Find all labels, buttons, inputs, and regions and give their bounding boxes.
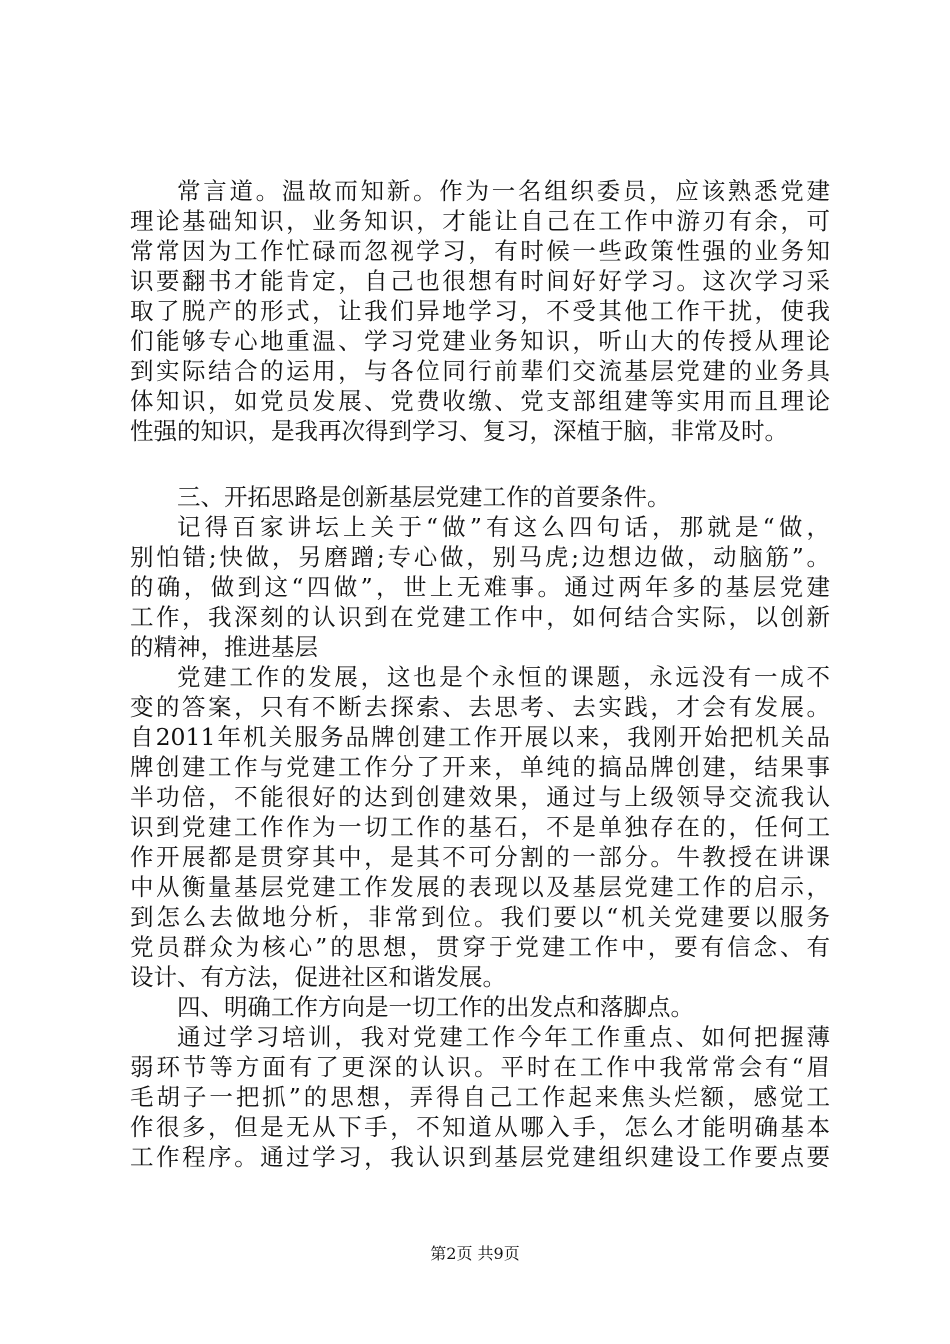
text-line: 党员群众为核心”的思想，贯穿于党建工作中，要有信念、有 xyxy=(130,933,830,961)
page-number-footer: 第2页 共9页 xyxy=(430,1244,520,1263)
text-line: 毛胡子一把抓”的思想，弄得自己工作起来焦头烂额，感觉工 xyxy=(130,1083,830,1111)
heading-text: 四、明确工作方向是一切工作的出发点和落脚点。 xyxy=(177,993,694,1021)
text-line: 半功倍，不能很好的达到创建效果，通过与上级领导交流我认 xyxy=(130,783,830,811)
paragraph-party-building-development xyxy=(130,662,830,992)
text-line: 到怎么去做地分析，非常到位。我们要以“机关党建要以服务 xyxy=(130,903,830,931)
text-line: 自2011年机关服务品牌创建工作开展以来，我刚开始把机关品 xyxy=(130,723,830,751)
text-line: 的确，做到这“四做”，世上无难事。通过两年多的基层党建 xyxy=(130,573,830,601)
text-line: 体知识，如党员发展、党费收缴、党支部组建等实用而且理论 xyxy=(130,387,830,415)
section-heading-four xyxy=(130,992,830,1022)
heading-text: 三、开拓思路是创新基层党建工作的首要条件。 xyxy=(177,483,671,511)
text-line: 通过学习培训，我对党建工作今年工作重点、如何把握薄 xyxy=(177,1023,830,1051)
paragraph-four-do xyxy=(130,512,830,662)
section-heading-three xyxy=(130,482,830,512)
text-line: 取了脱产的形式，让我们异地学习，不受其他工作干扰，使我 xyxy=(130,297,830,325)
text-line: 工作程序。通过学习，我认识到基层党建组织建设工作要点要 xyxy=(130,1143,830,1171)
text-line: 常常因为工作忙碌而忽视学习，有时候一些政策性强的业务知 xyxy=(130,237,830,265)
text-line: 的精神，推进基层 xyxy=(130,633,318,661)
text-line: 常言道。温故而知新。作为一名组织委员，应该熟悉党建 xyxy=(177,177,830,205)
text-line: 党建工作的发展，这也是个永恒的课题，永远没有一成不 xyxy=(177,663,830,691)
text-line: 识要翻书才能肯定，自己也很想有时间好好学习。这次学习采 xyxy=(130,267,830,295)
text-line: 作很多，但是无从下手，不知道从哪入手，怎么才能明确基本 xyxy=(130,1113,830,1141)
text-line: 性强的知识，是我再次得到学习、复习，深植于脑，非常及时。 xyxy=(130,417,788,445)
text-line: 弱环节等方面有了更深的认识。平时在工作中我常常会有“眉 xyxy=(130,1053,830,1081)
paragraph-work-direction xyxy=(130,1022,830,1172)
text-line: 作开展都是贯穿其中，是其不可分割的一部分。牛教授在讲课 xyxy=(130,843,830,871)
text-line: 变的答案，只有不断去探索、去思考、去实践，才会有发展。 xyxy=(130,693,830,721)
text-line: 识到党建工作作为一切工作的基石，不是单独存在的，任何工 xyxy=(130,813,830,841)
text-line: 中从衡量基层党建工作发展的表现以及基层党建工作的启示， xyxy=(130,873,830,901)
text-line: 到实际结合的运用，与各位同行前辈们交流基层党建的业务具 xyxy=(130,357,830,385)
text-line: 们能够专心地重温、学习党建业务知识，听山大的传授从理论 xyxy=(130,327,830,355)
text-line: 记得百家讲坛上关于“做”有这么四句话，那就是“做， xyxy=(177,513,830,541)
text-line: 牌创建工作与党建工作分了开来，单纯的搞品牌创建，结果事 xyxy=(130,753,830,781)
text-line: 理论基础知识，业务知识，才能让自己在工作中游刃有余，可 xyxy=(130,207,830,235)
text-line: 工作，我深刻的认识到在党建工作中，如何结合实际，以创新 xyxy=(130,603,830,631)
text-line: 别怕错;快做，另磨蹭;专心做，别马虎;边想边做，动脑筋”。 xyxy=(130,543,830,571)
text-line: 设计、有方法，促进社区和谐发展。 xyxy=(130,963,506,991)
paragraph-study-importance xyxy=(130,176,830,446)
